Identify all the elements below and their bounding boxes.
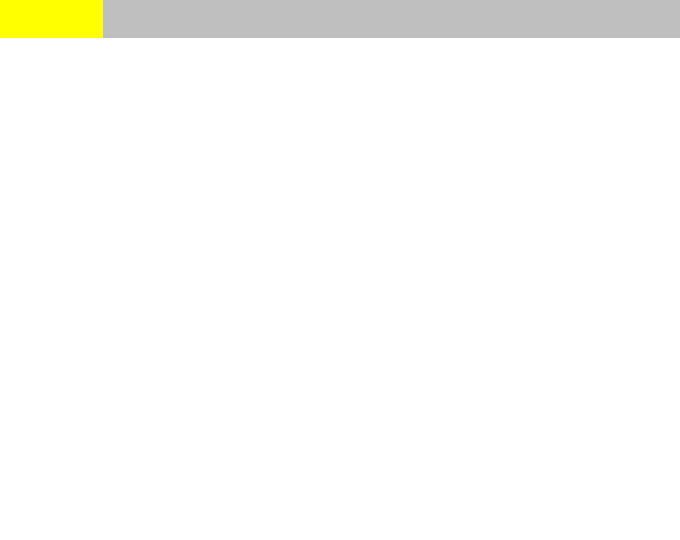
edit-note-banner <box>0 0 103 38</box>
title-banner <box>103 0 680 38</box>
